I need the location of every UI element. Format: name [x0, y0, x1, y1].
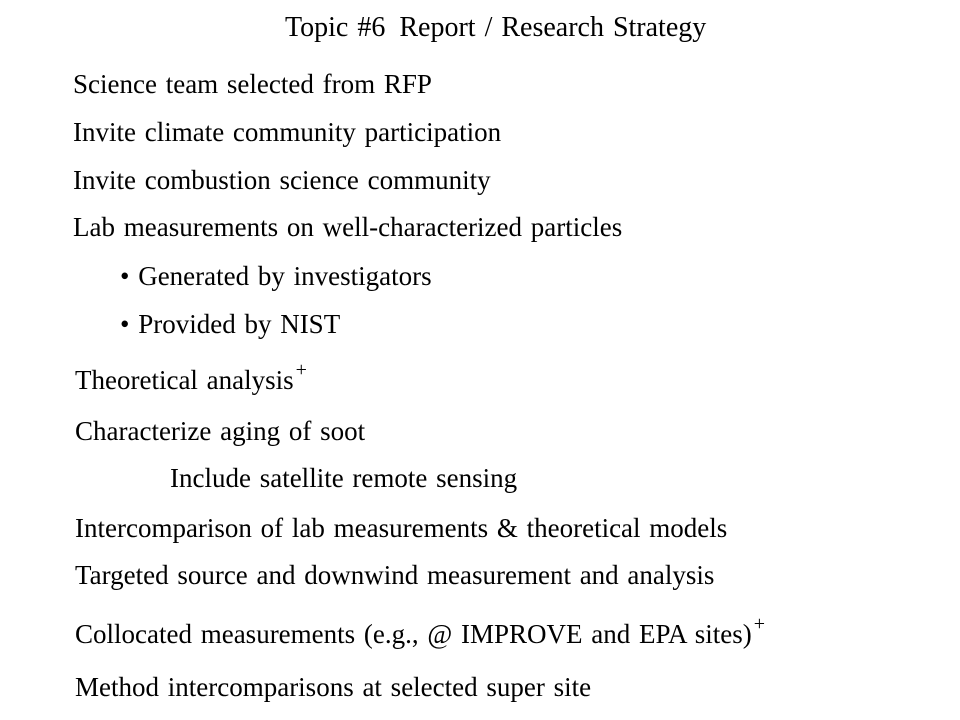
title-topic: Topic #6 — [285, 12, 386, 43]
bullet-nist: • Provided by NIST — [120, 309, 341, 339]
slide-title — [285, 12, 706, 44]
collocated-plus: + — [753, 613, 766, 635]
item-method-intercomparisons: Method intercomparisons at selected super site — [75, 672, 592, 702]
bullet-investigators: • Generated by investigators — [120, 261, 432, 291]
item-theoretical-analysis — [75, 359, 307, 396]
item-science-team: Science team selected from RFP — [73, 69, 432, 99]
theoretical-analysis-plus: + — [295, 359, 307, 381]
item-combustion-community: Invite combustion science community — [73, 165, 491, 195]
item-climate-community: Invite climate community participation — [73, 117, 502, 147]
theoretical-analysis-text: Theoretical analysis — [75, 365, 294, 395]
title-text: Report / Research Strategy — [399, 12, 707, 43]
item-targeted-source: Targeted source and downwind measurement and analysis — [75, 560, 715, 590]
item-aging-soot: Characterize aging of soot — [75, 416, 366, 446]
item-collocated — [75, 613, 766, 650]
item-satellite-sensing: Include satellite remote sensing — [170, 463, 518, 493]
collocated-text: Collocated measurements (e.g., @ IMPROVE and EPA sites) — [75, 619, 752, 649]
item-lab-measurements: Lab measurements on well-characterized particles — [73, 212, 623, 242]
item-intercomparison: Intercomparison of lab measurements & theoretical models — [75, 513, 728, 543]
